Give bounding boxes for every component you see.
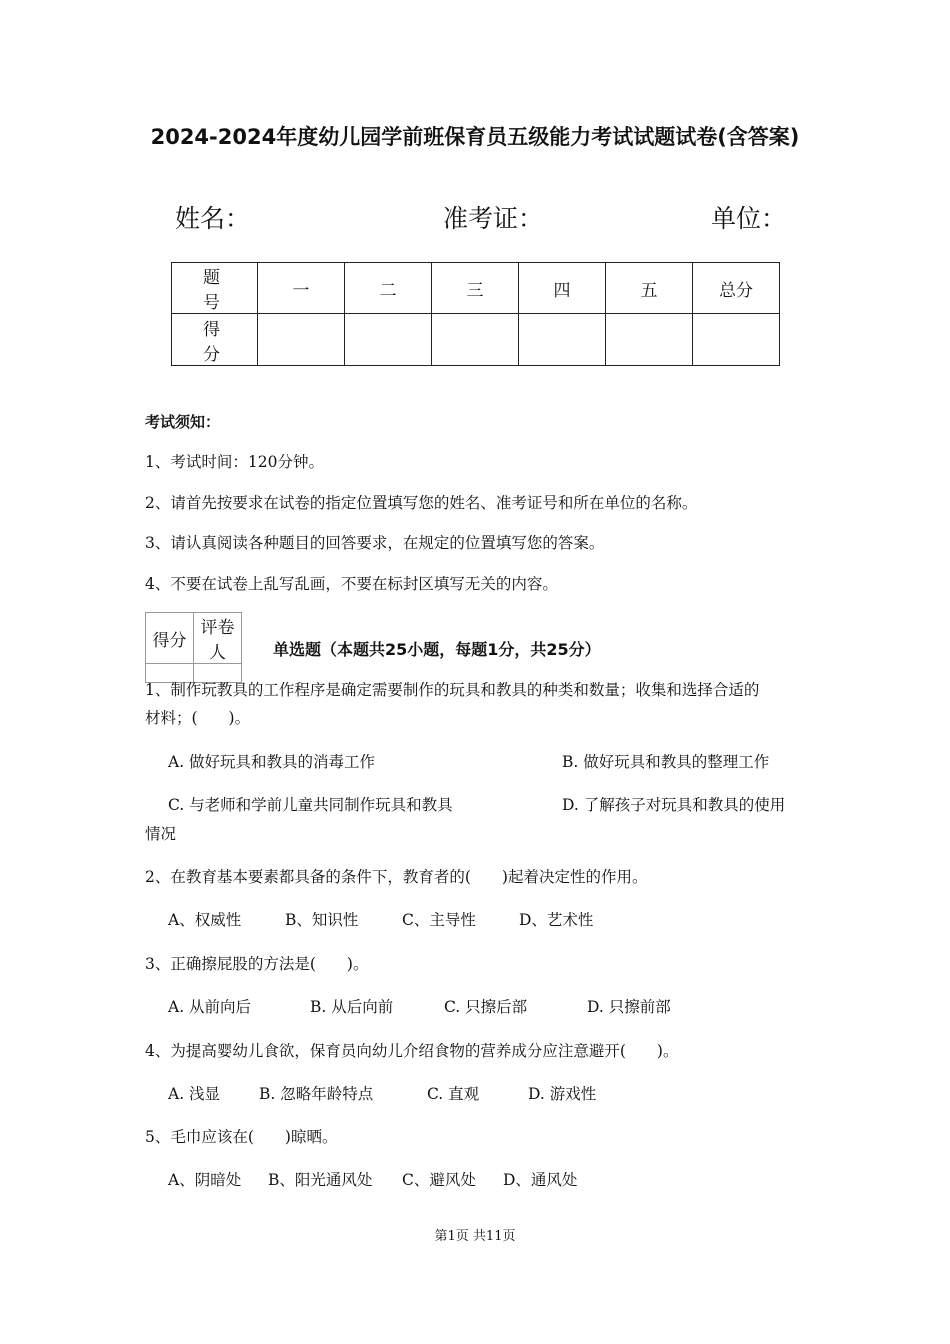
option-a: A. 浅显 [168, 1085, 221, 1103]
question-text: 材料；( )。 [145, 709, 251, 727]
question-text: 2、在教育基本要素都具备的条件下，教育者的( )起着决定性的作用。 [145, 868, 648, 886]
grader-label: 评卷人 [194, 613, 242, 664]
column-2: 二 [345, 263, 432, 314]
question-text: 5、毛巾应该在( )晾晒。 [145, 1128, 338, 1146]
grader-score-label: 得分 [146, 613, 194, 664]
score-table [171, 262, 780, 366]
grader-box [145, 612, 242, 683]
option-c: C. 直观 [427, 1085, 480, 1103]
score-cell-5 [606, 314, 693, 366]
score-table-score-row [172, 314, 780, 366]
option-b: B、知识性 [285, 911, 359, 929]
option-c: C、避风处 [402, 1171, 476, 1189]
option-d: D. 游戏性 [528, 1085, 597, 1103]
option-c: C、主导性 [402, 911, 476, 929]
option-b: B、阳光通风处 [268, 1171, 373, 1189]
option-b: B. 忽略年龄特点 [259, 1085, 374, 1103]
score-table-header-row [172, 263, 780, 314]
option-continuation: 情况 [145, 825, 177, 843]
notice-item: 1、考试时间：120分钟。 [145, 453, 324, 471]
option-d: D、艺术性 [519, 911, 594, 929]
score-cell-total [693, 314, 780, 366]
score-label: 得分 [172, 314, 258, 366]
column-4: 四 [519, 263, 606, 314]
option-a: A、权威性 [168, 911, 242, 929]
column-1: 一 [258, 263, 345, 314]
option-d: D. 只擦前部 [587, 998, 671, 1016]
option-b: B. 从后向前 [310, 998, 394, 1016]
option-b: B. 做好玩具和教具的整理工作 [562, 753, 770, 771]
notice-item: 3、请认真阅读各种题目的回答要求，在规定的位置填写您的答案。 [145, 534, 605, 552]
notice-title: 考试须知： [145, 413, 221, 431]
exam-title: 2024-2024年度幼儿园学前班保育员五级能力考试试题试卷(含答案) [150, 125, 800, 149]
option-c: C. 只擦后部 [444, 998, 528, 1016]
option-a: A. 做好玩具和教具的消毒工作 [168, 753, 376, 771]
unit-label: 单位： [711, 204, 787, 233]
score-cell-1 [258, 314, 345, 366]
option-a: A. 从前向后 [168, 998, 252, 1016]
option-c: C. 与老师和学前儿童共同制作玩具和教具 [168, 796, 453, 814]
column-5: 五 [606, 263, 693, 314]
name-label: 姓名： [175, 204, 251, 233]
section-title: 单选题（本题共25小题，每题1分，共25分） [273, 640, 601, 659]
question-number-label: 题号 [172, 263, 258, 314]
score-cell-4 [519, 314, 606, 366]
question-text: 4、为提高婴幼儿食欲，保育员向幼儿介绍食物的营养成分应注意避开( )。 [145, 1042, 679, 1060]
option-d: D. 了解孩子对玩具和教具的使用 [562, 796, 786, 814]
column-3: 三 [432, 263, 519, 314]
option-d: D、通风处 [503, 1171, 578, 1189]
column-total: 总分 [693, 263, 780, 314]
score-cell-2 [345, 314, 432, 366]
question-text: 3、正确擦屁股的方法是( )。 [145, 955, 369, 973]
page-footer: 第1页 共11页 [434, 1229, 516, 1244]
option-a: A、阴暗处 [168, 1171, 242, 1189]
exam-id-label: 准考证： [443, 204, 544, 233]
question-text: 1、制作玩教具的工作程序是确定需要制作的玩具和教具的种类和数量；收集和选择合适的 [145, 681, 760, 699]
score-cell-3 [432, 314, 519, 366]
notice-item: 4、不要在试卷上乱写乱画，不要在标封区填写无关的内容。 [145, 575, 558, 593]
notice-item: 2、请首先按要求在试卷的指定位置填写您的姓名、准考证号和所在单位的名称。 [145, 494, 698, 512]
